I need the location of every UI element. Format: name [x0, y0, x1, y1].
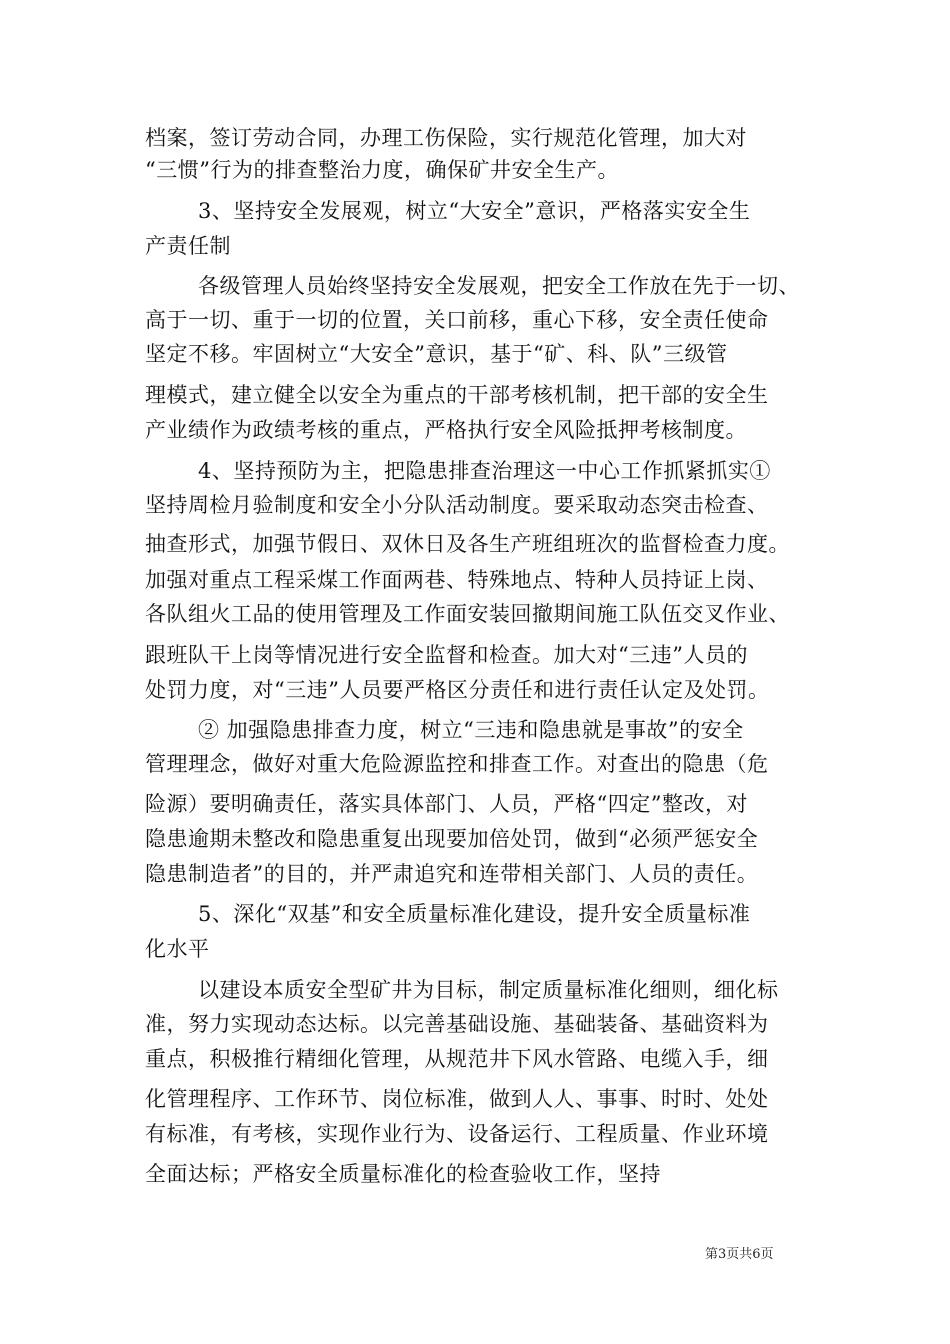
text-line-6: 高于一切、重于一切的位置，关口前移，重心下移，安全责任使命 [145, 308, 769, 332]
text-line-8: 理模式，建立健全以安全为重点的干部考核机制，把干部的安全生 [145, 383, 769, 407]
text-line-2: “三惯”行为的排查整治力度，确保矿井安全生产。 [145, 158, 619, 182]
section-heading-5: 5、深化“双基”和安全质量标准化建设，提升安全质量标准 [198, 902, 751, 926]
text-line-13: 加强对重点工程采煤工作面两巷、特殊地点、特种人员持证上岗、 [145, 568, 769, 592]
section-heading-4: 4、坚持预防为主，把隐患排查治理这一中心工作抓紧抓实① [198, 459, 771, 483]
section-heading-3: 3、坚持安全发展观，树立“大安全”意识，严格落实安全生 [198, 199, 751, 223]
text-line-26: 重点，积极推行精细化管理，从规范井下风水管路、电缆入手，细 [145, 1047, 769, 1071]
text-line-15: 跟班队干上岗等情况进行安全监督和检查。加大对“三违”人员的 [145, 643, 748, 667]
text-line-28: 有标准，有考核，实现作业行为、设备运行、工程质量、作业环境 [145, 1122, 769, 1146]
page-number-footer: 第3页共6页 [705, 1247, 774, 1262]
text-line-14: 各队组火工品的使用管理及工作面安装回撤期间施工队伍交叉作业、 [145, 602, 790, 626]
text-line-27: 化管理程序、工作环节、岗位标准，做到人人、事事、时时、处处 [145, 1087, 769, 1111]
text-line-24: 以建设本质安全型矿井为目标，制定质量标准化细则，细化标 [198, 978, 779, 1002]
section-heading-5-cont: 化水平 [145, 937, 210, 961]
text-line-11: 坚持周检月验制度和安全小分队活动制度。要采取动态突击检查、 [145, 493, 769, 517]
text-line-9: 产业绩作为政绩考核的重点，严格执行安全风险抵押考核制度。 [145, 418, 747, 442]
text-line-5: 各级管理人员始终坚持安全发展观，把安全工作放在先于一切、 [198, 274, 800, 298]
text-line-19: 险源）要明确责任，落实具体部门、人员，严格“四定”整改，对 [145, 792, 748, 816]
text-line-25: 准，努力实现动态达标。以完善基础设施、基础装备、基础资料为 [145, 1012, 769, 1036]
text-line-18: 管理理念，做好对重大危险源监控和排查工作。对查出的隐患（危 [145, 752, 769, 776]
section-heading-3-cont: 产责任制 [145, 234, 231, 258]
text-line-21: 隐患制造者”的目的，并严肃追究和连带相关部门、人员的责任。 [145, 862, 759, 886]
text-line-1: 档案，签订劳动合同，办理工伤保险，实行规范化管理，加大对 [145, 126, 747, 150]
text-line-7: 坚定不移。牢固树立“大安全”意识，基于“矿、科、队”三级管 [145, 342, 728, 366]
text-line-20: 隐患逾期未整改和隐患重复出现要加倍处罚，做到“必须严惩安全 [145, 827, 759, 851]
text-line-17: ② 加强隐患排查力度，树立“三违和隐患就是事故”的安全 [198, 718, 744, 742]
text-line-16: 处罚力度，对“三违”人员要严格区分责任和进行责任认定及处罚。 [145, 678, 770, 702]
text-line-12: 抽查形式，加强节假日、双休日及各生产班组班次的监督检查力度。 [145, 532, 790, 556]
text-line-29: 全面达标；严格安全质量标准化的检查验收工作，坚持 [145, 1162, 661, 1186]
